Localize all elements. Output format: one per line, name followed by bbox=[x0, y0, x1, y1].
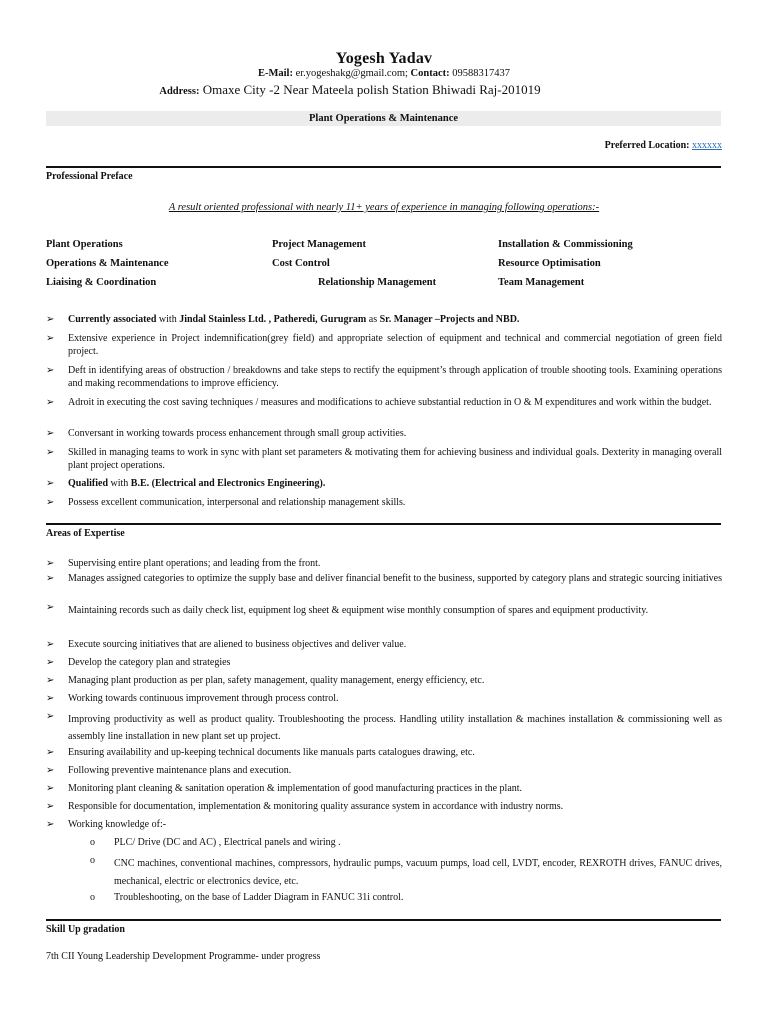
competency-item: Resource Optimisation bbox=[498, 258, 601, 269]
resume-page: Yogesh Yadav E-Mail: er.yogeshakg@gmail.com; Contact: 09588317437 Address: Omaxe City -2 Near Mateela polish Station Bhiwadi Raj-201019 Plant Operations & Maintenance Preferred Location: xxxxxx Professional Preface A result oriented professional with nearly 11+ years of experience in managing following operations:- Plant Operations Project Management Installation & Commissioning Operations & Maintenance Cost Control Resource Optimisation Liaising & Coordination Relationship Management Team Management ➢ Currently associated with Jindal Stainless Ltd. , Patheredi, Gurugram as Sr. Manager –Projects and NBD. ➢ Extensive experience in Project indemnification(grey field) and appropriate selection of equipment and technical and commercial negotiation of green field project. ➢ Deft in identifying areas of obstruction / breakdowns and take steps to rectify the equipment’s through application of trouble shooting tools. Examining operations and making recommendations to improve efficiency. ➢ Adroit in executing the cost saving techniques / measures and modifications to achieve substantial reduction in O & M expenditures and work within the budget. ➢ Conversant in working towards process enhancement through small group activities. ➢ Skilled in managing teams to work in sync with plant set parameters & motivating them for achieving business and individual goals. Dexterity in managing overall plant project operations. ➢ Qualified with B.E. (Electrical and Electronics Engineering). ➢ Possess excellent communication, interpersonal and relationship management skills. Areas of Expertise ➢ Supervising entire plant operations; and leading from the front. ➢ Manages assigned categories to optimize the supply base and deliver financial benefit to the business, supported by category plans and strategic sourcing initiatives ➢ Maintaining records such as daily check list, equipment log sheet & equipment wise monthly consumption of spares and equipment productivity. ➢ Execute sourcing initiatives that are aliened to business objectives and deliver value. ➢ Develop the category plan and strategies ➢ Managing plant production as per plan, safety management, quality management, energy efficiency, etc. ➢ Working towards continuous improvement through process control. ➢ Improving productivity as well as product quality. Troubleshooting the process. Handling utility installation & machines installation & commissioning well as assembly line installation in new plant set up project. ➢ Ensuring availability and up-keeping technical documents like manuals parts catalogues drawing, etc. ➢ Following preventive maintenance plans and execution. ➢ Monitoring plant cleaning & sanitation operation & implementation of good manufacturing practices in the plant. ➢ Responsible for documentation, implementation & monitoring quality assurance system in accordance with industry norms. ➢ Working knowledge of:- o PLC/ Drive (DC and AC) , Electrical panels and wiring . o CNC machines, conventional machines, compressors, hydraulic pumps, vacuum pumps, load cell, LVDT, encoder, REXROTH drives, FANUC drives, mechanical, electric or electronics device, etc. o Troubleshooting, on the base of Ladder Diagram in FANUC 31i control. Skill Up gradation 7th CII Young Leadership Development Programme- under progress bbox=[0, 0, 768, 1024]
email-label: E-Mail: bbox=[257, 68, 293, 79]
address-line bbox=[0, 82, 700, 98]
competency-item: Installation & Commissioning bbox=[498, 239, 633, 250]
preface-tagline: A result oriented professional with nearly 11+ years of experience in managing following operations:- bbox=[168, 202, 600, 213]
arrow-bullet-icon: ➢ bbox=[46, 747, 55, 758]
arrow-bullet-icon: ➢ bbox=[46, 783, 55, 794]
section-heading-preface: Professional Preface bbox=[46, 171, 133, 182]
contact-line bbox=[0, 68, 768, 79]
arrow-bullet-icon: ➢ bbox=[46, 365, 55, 376]
arrow-bullet-icon: ➢ bbox=[46, 333, 55, 344]
section-heading-skill: Skill Up gradation bbox=[46, 924, 125, 935]
address-label: Address: bbox=[159, 86, 200, 97]
section-heading-expertise: Areas of Expertise bbox=[46, 528, 125, 539]
preferred-location bbox=[605, 140, 722, 151]
arrow-bullet-icon: ➢ bbox=[46, 447, 55, 458]
circle-bullet-icon: o bbox=[90, 855, 95, 866]
preferred-location-label: Preferred Location: bbox=[604, 140, 692, 151]
preferred-location-value[interactable]: xxxxxx bbox=[692, 140, 722, 151]
arrow-bullet-icon: ➢ bbox=[46, 711, 55, 722]
divider bbox=[46, 523, 721, 525]
address-value: Omaxe City -2 Near Mateela polish Station Bhiwadi Raj-201019 bbox=[199, 82, 541, 97]
circle-bullet-icon: o bbox=[90, 837, 95, 848]
arrow-bullet-icon: ➢ bbox=[46, 657, 55, 668]
arrow-bullet-icon: ➢ bbox=[46, 675, 55, 686]
arrow-bullet-icon: ➢ bbox=[46, 765, 55, 776]
competency-item: Plant Operations bbox=[46, 239, 123, 250]
arrow-bullet-icon: ➢ bbox=[46, 801, 55, 812]
competency-item: Operations & Maintenance bbox=[46, 258, 169, 269]
candidate-name: Yogesh Yadav bbox=[335, 50, 433, 67]
arrow-bullet-icon: ➢ bbox=[46, 573, 55, 584]
arrow-bullet-icon: ➢ bbox=[46, 693, 55, 704]
profile-title-bar: Plant Operations & Maintenance bbox=[46, 111, 721, 126]
circle-bullet-icon: o bbox=[90, 892, 95, 903]
contact-label: Contact: bbox=[407, 68, 450, 79]
arrow-bullet-icon: ➢ bbox=[46, 314, 55, 325]
arrow-bullet-icon: ➢ bbox=[46, 428, 55, 439]
competency-item: Project Management bbox=[272, 239, 366, 250]
competency-item: Team Management bbox=[498, 277, 585, 288]
arrow-bullet-icon: ➢ bbox=[46, 819, 55, 830]
contact-value: 09588317437 bbox=[449, 68, 510, 79]
arrow-bullet-icon: ➢ bbox=[46, 497, 55, 508]
skill-item: 7th CII Young Leadership Development Programme- under progress bbox=[46, 951, 321, 962]
competency-item: Cost Control bbox=[272, 258, 330, 269]
email-value: er.yogeshakg@gmail.com; bbox=[292, 68, 408, 79]
divider bbox=[46, 166, 721, 168]
arrow-bullet-icon: ➢ bbox=[46, 639, 55, 650]
arrow-bullet-icon: ➢ bbox=[46, 558, 55, 569]
competency-item: Liaising & Coordination bbox=[46, 277, 157, 288]
competency-item: Relationship Management bbox=[318, 277, 437, 288]
arrow-bullet-icon: ➢ bbox=[46, 478, 55, 489]
arrow-bullet-icon: ➢ bbox=[46, 602, 55, 613]
arrow-bullet-icon: ➢ bbox=[46, 397, 55, 408]
divider bbox=[46, 919, 721, 921]
